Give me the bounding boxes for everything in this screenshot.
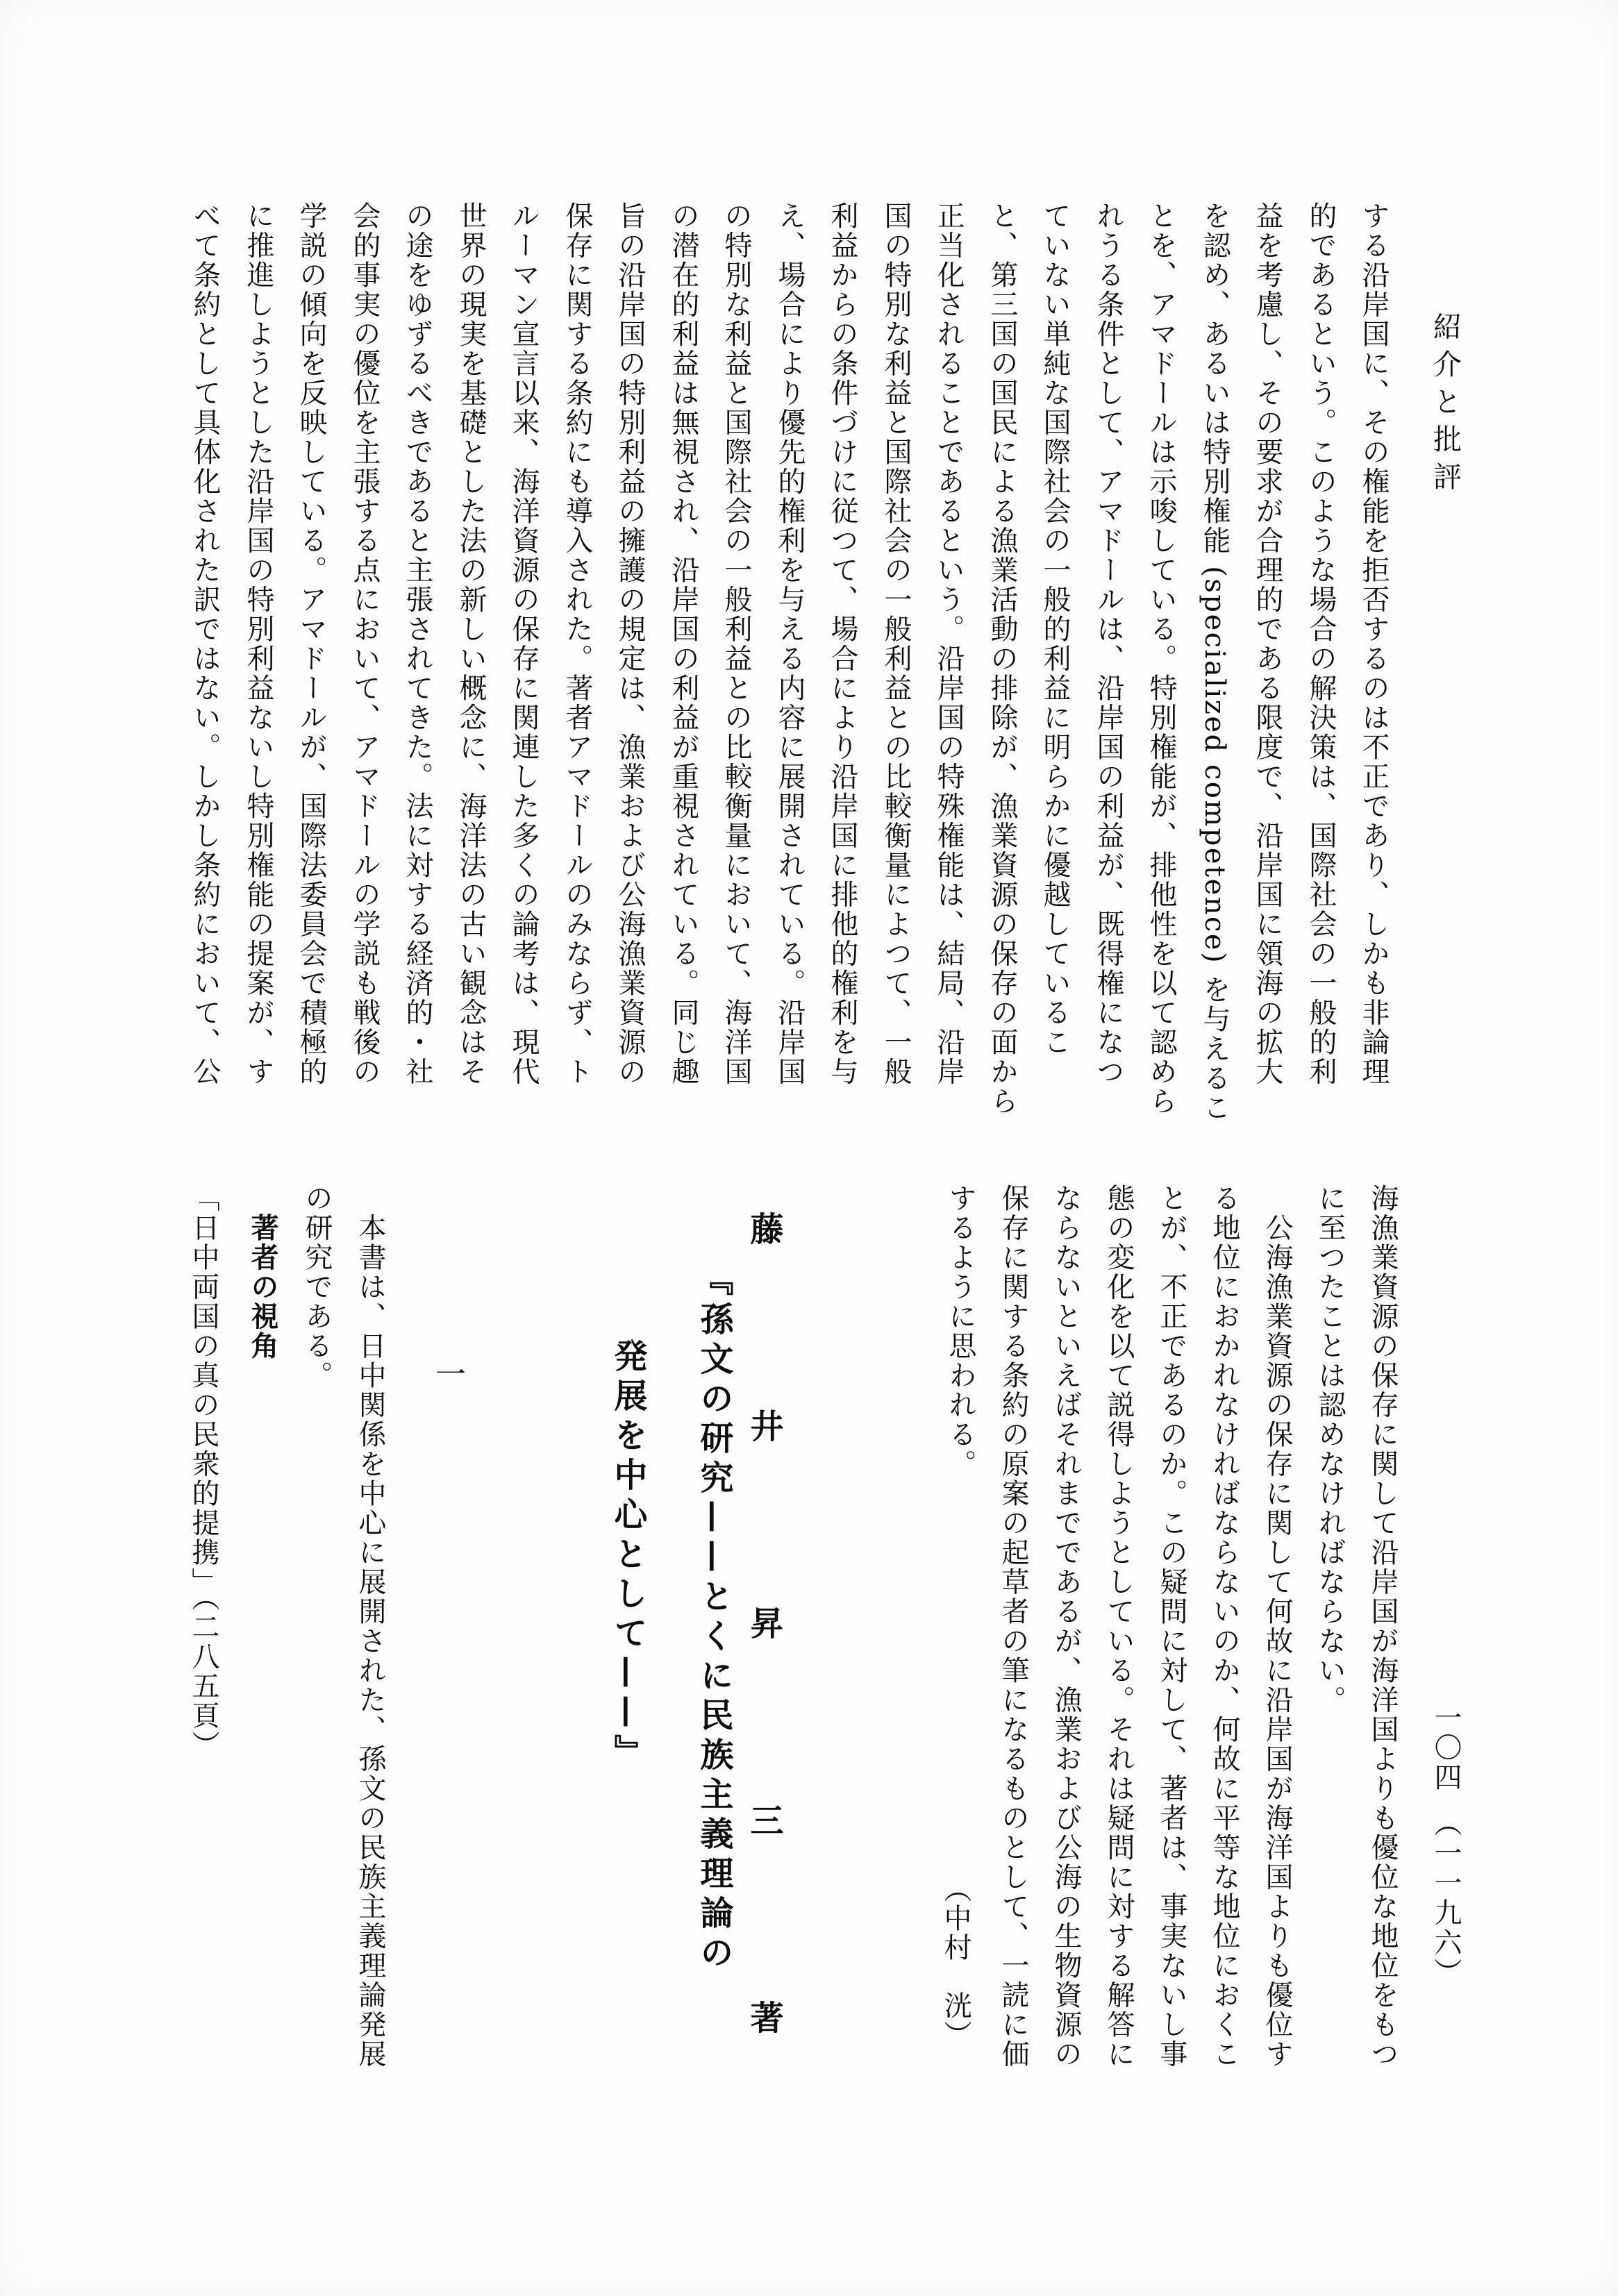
text-column: る地位におかれなければならないのか、何故に平等な地位におくこ	[1208, 1184, 1240, 2069]
section-number: 一	[430, 1358, 465, 1391]
text-column: べて条約として具体化された訳ではない。しかし条約において、公	[189, 201, 221, 1087]
text-column: 保存に関する条約にも導入された。著者アマドールのみならず、ト	[561, 201, 593, 1087]
text-column: 旨の沿岸国の特別利益の擁護の規定は、漁業および公海漁業資源の	[614, 201, 646, 1087]
text-column: ていない単純な国際社会の一般的利益に明らかに優越しているこ	[1039, 201, 1071, 1057]
book-title-line2: 発展を中心として——』	[608, 1339, 647, 1774]
text-column: 公海漁業資源の保存に関して何故に沿岸国が海洋国よりも優位す	[1261, 1184, 1293, 2069]
text-column: え、場合により優先的権利を与える内容に展開されている。沿岸国	[774, 201, 806, 1087]
text-column: を認め、あるいは特別権能 (specialized competence) を与えるこ	[1199, 201, 1231, 1123]
text-column: する沿岸国に、その権能を拒否するのは不正であり、しかも非論理	[1358, 201, 1390, 1087]
page-number: 一〇四 （一一九六）	[1430, 1703, 1462, 1988]
text-column: 益を考慮し、その要求が合理的である限度で、沿岸国に領海の拡大	[1251, 201, 1283, 1087]
text-column: 世界の現実を基礎とした法の新しい概念に、海洋法の古い観念はそ	[455, 201, 487, 1087]
text-column: 保存に関する条約の原案の起草者の筆になるものとして、一読に価	[997, 1184, 1029, 2069]
text-column: の途をゆずるべきであると主張されてきた。法に対する経済的・社	[401, 201, 433, 1087]
text-column: 利益からの条件づけに従つて、場合により沿岸国に排他的権利を与	[826, 201, 858, 1087]
text-column: と、第三国の国民による漁業活動の排除が、漁業資源の保存の面から	[986, 201, 1018, 1116]
subheading: 著者の視角	[247, 1184, 278, 1361]
text-column: とが、不正であるのか。この疑問に対して、著者は、事実ないし事	[1156, 1184, 1187, 2069]
text-column: 本書は、日中関係を中心に展開された、孫文の民族主義理論発展	[354, 1184, 386, 2069]
text-column: 学説の傾向を反映している。アマドールが、国際法委員会で積極的	[295, 201, 327, 1087]
text-column: の研究である。	[301, 1184, 333, 1391]
text-column: するように思われる。	[944, 1184, 976, 1479]
text-column: ルーマン宣言以来、海洋資源の保存に関連した多くの論考は、現代	[508, 201, 540, 1087]
quote-column: 「日中両国の真の民衆的提携」（二八五頁）	[187, 1184, 219, 1760]
text-column: の潜在的利益は無視され、沿岸国の利益が重視されている。同じ趣	[667, 201, 699, 1087]
text-column: れうる条件として、アマドールは、沿岸国の利益が、既得権になつ	[1092, 201, 1124, 1087]
running-head: 紹介と批評	[1428, 312, 1462, 499]
reviewer-signature: （中村 洸）	[940, 1875, 971, 2050]
text-column: の特別な利益と国際社会の一般利益との比較衡量において、海洋国	[720, 201, 752, 1087]
text-column: 正当化されることであるという。沿岸国の特殊権能は、結局、沿岸	[933, 201, 965, 1087]
text-column: 国の特別な利益と国際社会の一般利益との比較衡量によつて、一般	[880, 201, 912, 1087]
text-column: 的であるという。このような場合の解決策は、国際社会の一般的利	[1305, 201, 1337, 1087]
text-column: 態の変化を以て説得しようとしている。それは疑問に対する解答に	[1103, 1184, 1135, 2069]
text-column: に至つたことは認めなければならない。	[1314, 1184, 1346, 1715]
book-title-line1: 『孫文の研究——とくに民族主義理論の	[694, 1262, 733, 1975]
text-column: とを、アマドールは示唆している。特別権能が、排他性を以て認めら	[1145, 201, 1177, 1116]
text-column: 会的事実の優位を主張する点において、アマドールの学説も戦後の	[349, 201, 381, 1087]
text-column: に推進しようとした沿岸国の特別利益ないし特別権能の提案が、す	[242, 201, 274, 1087]
text-column: ならないといえばそれまでであるが、漁業および公海の生物資源の	[1050, 1184, 1082, 2069]
book-author: 藤井昇三著	[744, 1212, 783, 2197]
text-column: 海漁業資源の保存に関して沿岸国が海洋国よりも優位な地位をもつ	[1367, 1184, 1399, 2069]
